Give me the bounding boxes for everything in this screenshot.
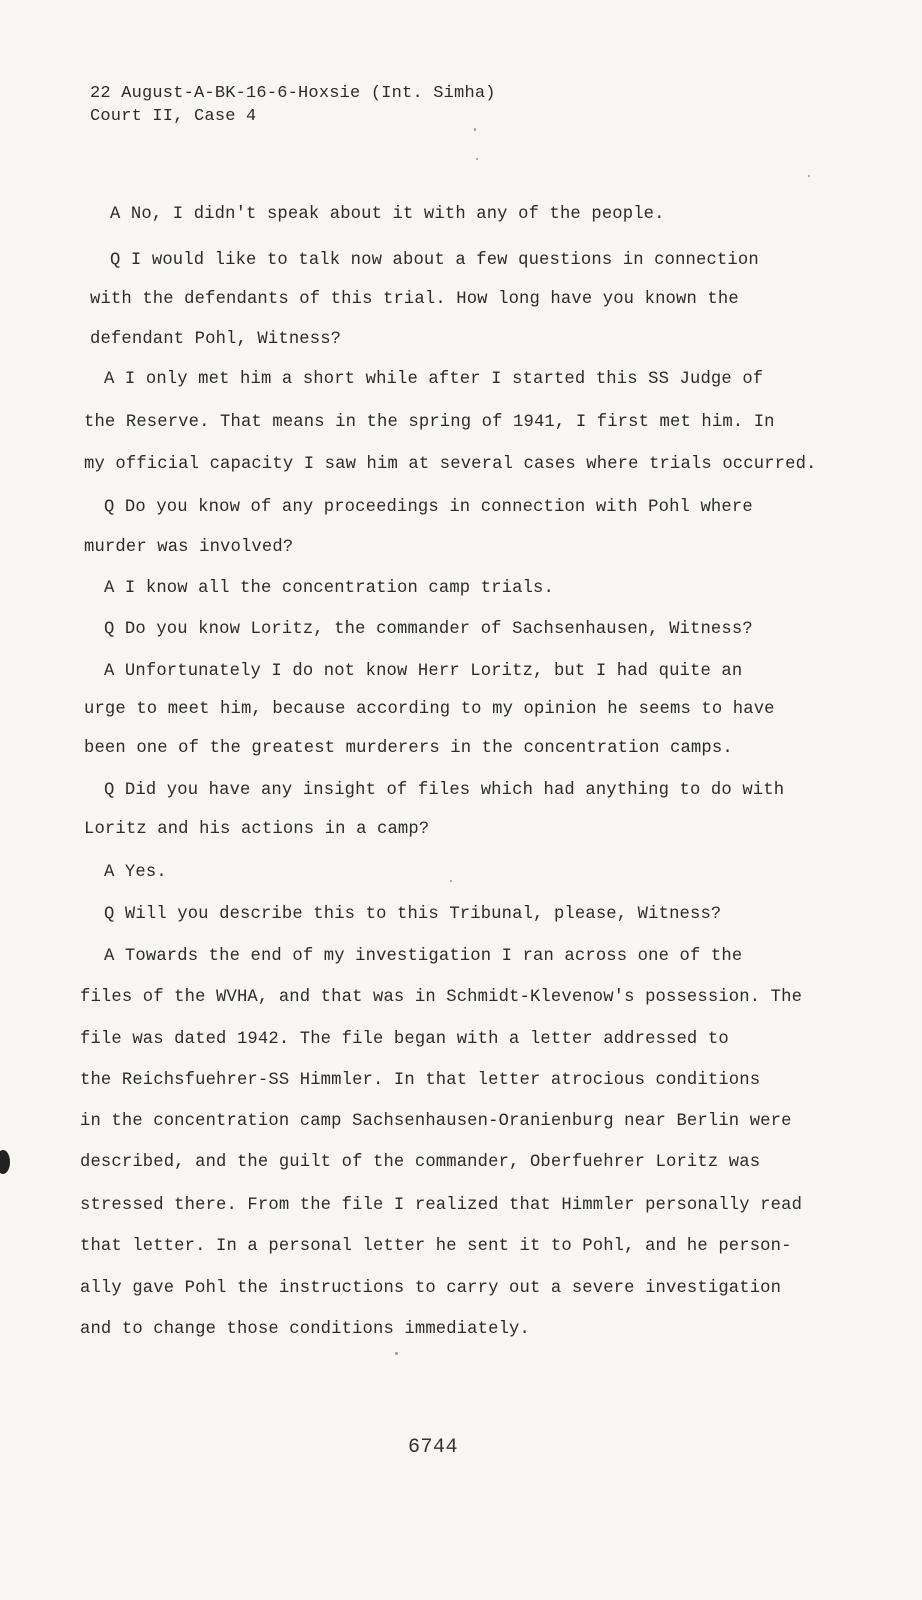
testimony-line: been one of the greatest murderers in the concentration camps. [84,739,733,758]
testimony-line: Q Did you have any insight of files which had anything to do with [104,781,785,800]
binding-hole-mark [0,1150,10,1174]
paper-speck [450,880,452,882]
testimony-line: my official capacity I saw him at several cases where trials occurred. [84,455,817,474]
testimony-line: A Unfortunately I do not know Herr Loritz, but I had quite an [104,662,743,681]
testimony-line: the Reichsfuehrer-SS Himmler. In that letter atrocious conditions [80,1071,761,1090]
testimony-line: urge to meet him, because according to my opinion he seems to have [84,700,775,719]
testimony-line: Q Do you know Loritz, the commander of Sachsenhausen, Witness? [104,620,753,639]
testimony-line: the Reserve. That means in the spring of 1941, I first met him. In [84,413,775,432]
testimony-line: A Yes. [104,863,167,882]
testimony-line: defendant Pohl, Witness? [90,330,342,349]
testimony-line: Loritz and his actions in a camp? [84,820,430,839]
testimony-line: murder was involved? [84,538,294,557]
testimony-line: Q I would like to talk now about a few questions in connection [110,251,759,270]
testimony-line: Q Do you know of any proceedings in connection with Pohl where [104,498,753,517]
header-court-line: Court II, Case 4 [90,107,257,126]
document-header [90,82,496,128]
paper-speck [474,128,476,131]
testimony-line: file was dated 1942. The file began with a letter addressed to [80,1030,729,1049]
header-session-line: 22 August-A-BK-16-6-Hoxsie (Int. Simha) [90,84,496,103]
paper-speck [808,175,810,177]
testimony-line: A Towards the end of my investigation I ran across one of the [104,947,743,966]
testimony-line: A I only met him a short while after I started this SS Judge of [104,370,764,389]
testimony-line: that letter. In a personal letter he sent it to Pohl, and he person- [80,1237,792,1256]
testimony-line: files of the WVHA, and that was in Schmidt-Klevenow's possession. The [80,988,803,1007]
testimony-line: with the defendants of this trial. How long have you known the [90,290,739,309]
testimony-line: stressed there. From the file I realized that Himmler personally read [80,1196,803,1215]
testimony-line: described, and the guilt of the commander, Oberfuehrer Loritz was [80,1153,761,1172]
page-number: 6744 [408,1436,459,1459]
testimony-line: A I know all the concentration camp trials. [104,579,554,598]
testimony-line: Q Will you describe this to this Tribunal, please, Witness? [104,905,722,924]
testimony-line: in the concentration camp Sachsenhausen-Oranienburg near Berlin were [80,1112,792,1131]
testimony-line: ally gave Pohl the instructions to carry out a severe investigation [80,1279,782,1298]
testimony-line: and to change those conditions immediately. [80,1320,530,1339]
paper-speck [395,1352,398,1355]
testimony-line: A No, I didn't speak about it with any of the people. [110,205,665,224]
paper-speck [476,158,478,160]
